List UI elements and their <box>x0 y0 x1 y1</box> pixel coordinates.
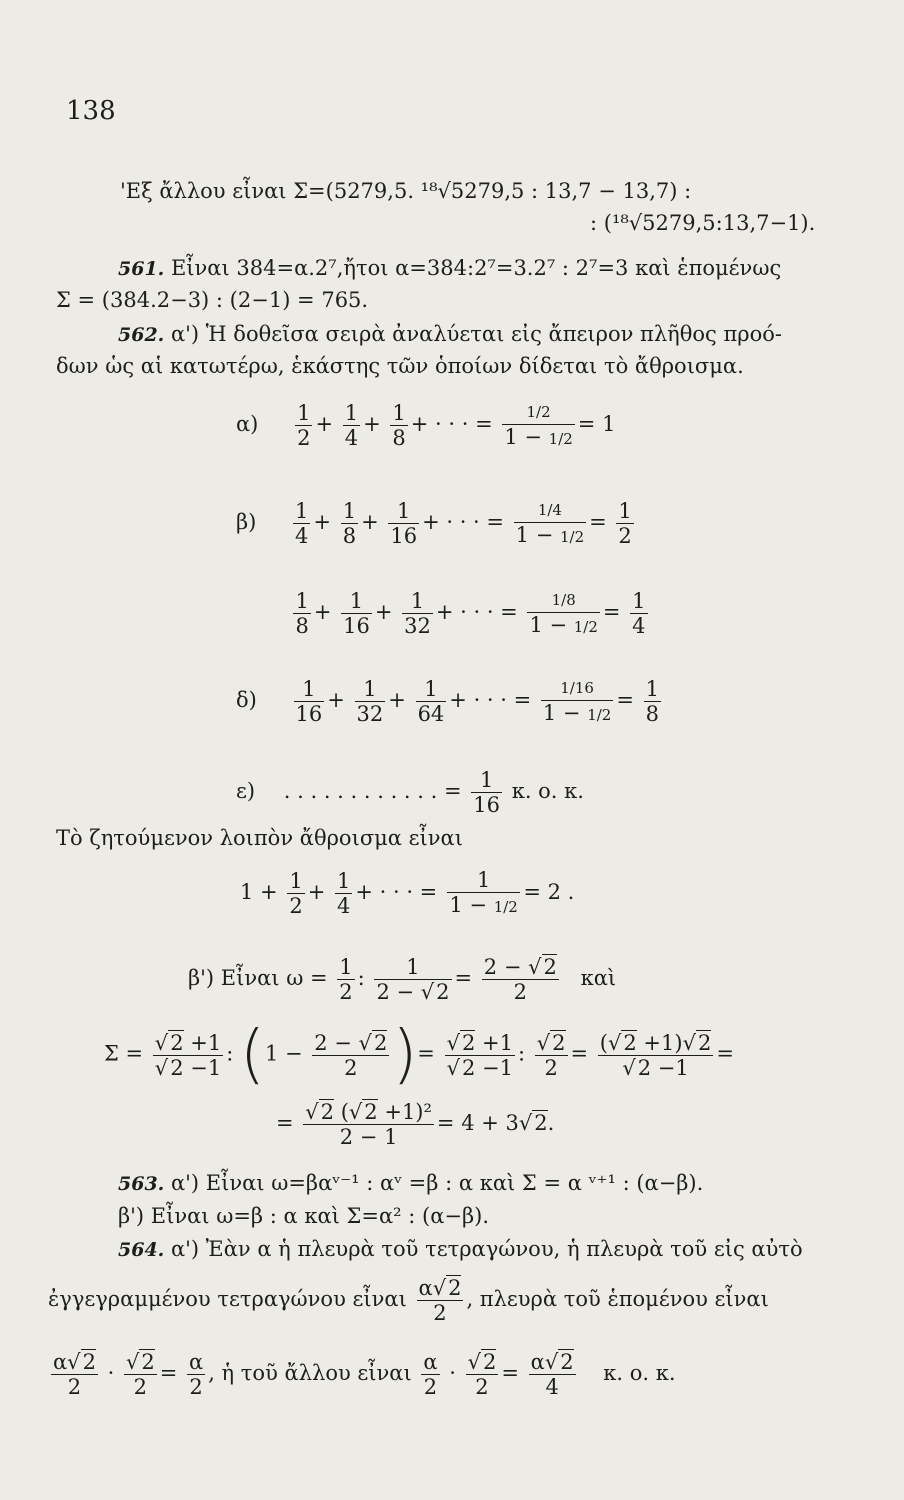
kai-text: καὶ <box>580 966 617 990</box>
problem-561-line-2: Σ = (384.2−3) : (2−1) = 765. <box>56 288 369 312</box>
problem-562-text-1: α') Ἡ δοθεῖσα σειρὰ ἀναλύεται εἰς ἄπειρον πλῆθος προό- <box>170 322 782 346</box>
series-b: β) $\frac{1}{4}$ + $\frac{1}{8}$ + $\frac{1}{16}$ + · · · = $\frac{1/4}{1 - 1/2}$ = $\frac{1}{2}$ <box>236 499 632 548</box>
beta-label: β') Εἶναι ω = <box>188 966 328 990</box>
problem-561-text-1: Εἶναι 384=α.2⁷,ἤτοι α=384:2⁷=3.2⁷ : 2⁷=3 καὶ ἑπομένως <box>170 256 782 280</box>
sought-sum-text: Τὸ ζητούμενον λοιπὸν ἄθροισμα εἶναι <box>56 826 463 850</box>
label-a: α) <box>236 412 259 436</box>
text-line-2: : (¹⁸√5279,5:13,7−1). <box>590 211 816 235</box>
problem-561-number: 561. <box>118 258 165 280</box>
problem-563-number: 563. <box>118 1173 165 1195</box>
sigma-equation-2: = $\frac{\text{√2 (√2 +1)²}}{2 - 1}$ = 4 + 3√2. <box>276 1100 555 1149</box>
series-g: $\frac{1}{8}$ + $\frac{1}{16}$ + $\frac{1}{32}$ + · · · = $\frac{1/8}{1 - 1/2}$ = $\frac{1}{4}$ <box>236 588 651 639</box>
problem-562-line-2: δων ὡς αἱ κατωτέρω, ἑκάστης τῶν ὁποίων δίδεται τὸ ἄθροισμα. <box>56 354 744 378</box>
omega-equation: β') Εἶναι ω = $\frac{1}{2}$ : $\frac{1}{2 - √2}$ = $\frac{2 - √2}{2}$ καὶ <box>188 955 617 1004</box>
right-paren-icon: ) <box>392 1018 418 1092</box>
kok-text: κ. ο. κ. <box>511 779 584 803</box>
problem-564-number: 564. <box>118 1239 165 1261</box>
left-paren-icon: ( <box>239 1018 265 1092</box>
problem-563-text-1: α') Εἶναι ω=βαᵛ⁻¹ : αᵛ =β : α καὶ Σ = α ᵛ⁺¹ : (α−β). <box>170 1171 704 1195</box>
series-e: ε) . . . . . . . . . . . . = $\frac{1}{16}$ κ. ο. κ. <box>236 768 584 817</box>
page-number: 138 <box>66 96 116 126</box>
label-g <box>236 600 257 624</box>
problem-563-line-1 <box>118 1170 703 1197</box>
label-b: β) <box>236 510 257 534</box>
problem-564-line-1 <box>118 1236 803 1263</box>
problem-564-text-2b: , πλευρὰ τοῦ ἑπομένου εἶναι <box>466 1287 769 1311</box>
problem-564-line-3: $\frac{\alpha√2}{2}$ · $\frac{√2}{2}$ = $\frac{\alpha}{2}$ , ἡ τοῦ ἄλλου εἶναι $\frac{\alpha}{2}$ · $\frac{√2}{2}$ = $\frac{\alpha√2}{4}$ κ. ο. κ. <box>53 1350 676 1399</box>
problem-561-line-1 <box>118 255 781 282</box>
problem-564-text-3a: , ἡ τοῦ ἄλλου εἶναι <box>208 1361 412 1385</box>
label-d: δ) <box>236 688 257 712</box>
text-line-1: 'Εξ ἄλλου εἶναι Σ=(5279,5. ¹⁸√5279,5 : 13,7 − 13,7) : <box>120 179 692 203</box>
problem-562-line-1 <box>118 321 782 348</box>
sigma-equation-1: Σ = $\frac{√2 +1}{√2 -1}$ : (1 − $\frac{2 - √2}{2}$ )= $\frac{√2 +1}{√2 -1}$ : $\frac{√2}{2}$ = $\frac{(√2 +1)√2}{√2 -1}$ = <box>104 1018 734 1092</box>
problem-562-number: 562. <box>118 324 165 346</box>
problem-564-text-2a: ἐγγεγραμμένου τετραγώνου εἶναι <box>48 1287 407 1311</box>
series-a: α) $\frac{1}{2}$ + $\frac{1}{4}$ + $\frac{1}{8}$ + · · · = $\frac{1/2}{1 - 1/2}$ = 1 <box>236 401 616 450</box>
label-e: ε) <box>236 779 256 803</box>
ellipsis-dots: . . . . . . . . . . . . <box>283 779 438 803</box>
problem-564-text-3b: κ. ο. κ. <box>603 1361 676 1385</box>
sum-equation: 1 + $\frac{1}{2}$ + $\frac{1}{4}$ + · · · = $\frac{1}{1 - 1/2}$ = 2 . <box>240 868 575 918</box>
series-d: δ) $\frac{1}{16}$ + $\frac{1}{32}$ + $\frac{1}{64}$ + · · · = $\frac{1/16}{1 - 1/2}$ = $\frac{1}{8}$ <box>236 677 659 726</box>
problem-564-line-2: ἐγγεγραμμένου τετραγώνου εἶναι $\frac{\alpha√2}{2}$ , πλευρὰ τοῦ ἑπομένου εἶναι <box>48 1276 769 1325</box>
problem-563-line-2: β') Εἶναι ω=β : α καὶ Σ=α² : (α−β). <box>118 1204 490 1228</box>
problem-564-text-1: α') Ἐὰν α ἡ πλευρὰ τοῦ τετραγώνου, ἡ πλευρὰ τοῦ εἰς αὐτὸ <box>170 1237 803 1261</box>
